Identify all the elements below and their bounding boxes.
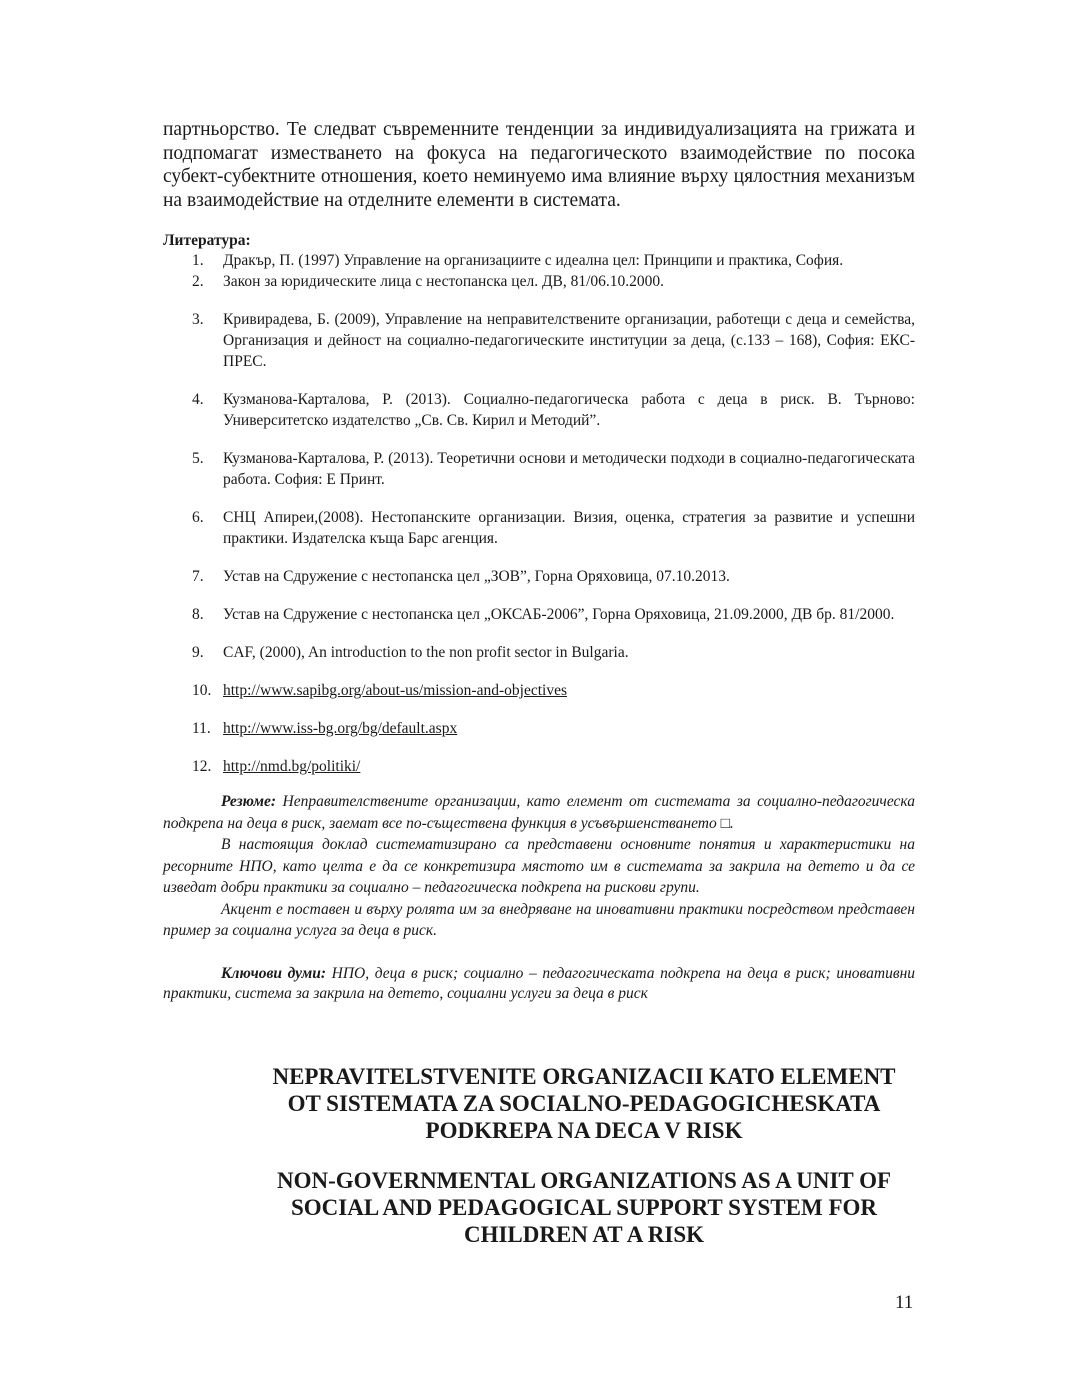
reference-text: Устав на Сдружение с нестопанска цел „ОКСАБ-2006”, Горна Оряховица, 21.09.2000, ДВ бр. 81/2000. bbox=[223, 606, 895, 623]
reference-text: СНЦ Апиреи,(2008). Нестопанските организации. Визия, оценка, стратегия за развитие и успешни практики. Издателска къща Барс агенция. bbox=[223, 509, 915, 547]
abstract-paragraph: В настоящия доклад систематизирано са представени основните понятия и характеристики на ресорните НПО, като целта е да се конкретизира мястото им в системата за закрила на детето и да се изведат добри практики за социално – педагогическа подкрепа на рискови групи. bbox=[163, 836, 915, 896]
keywords-text: НПО, деца в риск; социално – педагогическата подкрепа на деца в риск; иновативни практики, система за закрила на детето, социални услуги за деца в риск bbox=[163, 964, 916, 1002]
references-list bbox=[163, 250, 915, 777]
title-english bbox=[246, 1167, 922, 1248]
reference-text: Кривирадева, Б. (2009), Управление на неправителствените организации, работещи с деца и семейства, Организация и дейност на социално-педагогическите институции за деца, (с.133 – 168), София: ЕКС-ПРЕС. bbox=[223, 311, 915, 370]
reference-number: 5. bbox=[192, 450, 204, 467]
abstract-label: Резюме: bbox=[221, 793, 277, 810]
abstract bbox=[163, 791, 915, 942]
reference-number: 4. bbox=[192, 391, 204, 408]
reference-number: 10. bbox=[192, 682, 212, 699]
reference-item bbox=[163, 250, 915, 271]
title-line: CHILDREN AT A RISK bbox=[463, 1222, 705, 1247]
page-body bbox=[163, 118, 915, 1004]
title-line: NON-GOVERNMENTAL ORGANIZATIONS AS A UNIT OF bbox=[276, 1168, 892, 1193]
reference-number: 9. bbox=[192, 644, 204, 661]
reference-number: 1. bbox=[192, 252, 204, 269]
reference-text: Дракър, П. (1997) Управление на организациите с идеална цел: Принципи и практика, София. bbox=[223, 252, 844, 269]
reference-number: 12. bbox=[192, 758, 212, 775]
reference-number: 7. bbox=[192, 568, 204, 585]
keywords bbox=[163, 964, 915, 1004]
title-line: SOCIAL AND PEDAGOGICAL SUPPORT SYSTEM FOR bbox=[290, 1195, 877, 1220]
reference-number: 11. bbox=[192, 720, 211, 737]
page-number: 11 bbox=[895, 1292, 914, 1313]
reference-number: 8. bbox=[192, 606, 204, 623]
reference-text: Кузманова-Карталова, Р. (2013). Социално-педагогическа работа с деца в риск. В. Търново: Университетско издателство „Св. Св. Кирил и Методий”. bbox=[223, 391, 915, 429]
abstract-paragraph bbox=[163, 791, 915, 834]
reference-link[interactable]: http://www.iss-bg.org/bg/default.aspx bbox=[223, 720, 458, 737]
abstract-paragraph: Акцент е поставен и върху ролята им за внедряване на иновативни практики посредством представен пример за социална услуга за деца в риск. bbox=[163, 900, 915, 939]
reference-number: 2. bbox=[192, 273, 204, 290]
title-line: NEPRAVITELSTVENITE ORGANIZACII KATO ELEMENT bbox=[272, 1064, 896, 1089]
reference-item bbox=[163, 718, 915, 739]
abstract-text: Неправителствените организации, като елемент от системата за социално-педагогическа подкрепа на деца в риск, заемат все по-съществена функция в усъвършенстването □. bbox=[163, 793, 915, 832]
reference-item bbox=[163, 680, 915, 701]
reference-text: Кузманова-Карталова, Р. (2013). Теоретични основи и методически подходи в социално-педагогическата работа. София: Е Принт. bbox=[223, 450, 915, 488]
intro-paragraph: партньорство. Те следват съвременните тенденции за индивидуализацията на грижата и подпомагат изместването на фокуса на педагогическото взаимодействие по посока субект-субектните отношения, което неминуемо има влияние върху цялостния механизъм на взаимодействие на отделните елементи в системата. bbox=[163, 119, 915, 211]
keywords-label: Ключови думи: bbox=[221, 964, 327, 982]
reference-text: Устав на Сдружение с нестопанска цел „ЗОВ”, Горна Оряховица, 07.10.2013. bbox=[223, 568, 730, 585]
reference-item bbox=[163, 271, 915, 292]
reference-item bbox=[163, 604, 915, 625]
references-heading: Литература: bbox=[163, 232, 251, 249]
reference-link[interactable]: http://www.sapibg.org/about-us/mission-and-objectives bbox=[223, 682, 567, 699]
reference-number: 3. bbox=[192, 311, 204, 328]
reference-item bbox=[163, 566, 915, 587]
reference-item bbox=[163, 448, 915, 490]
title-line: PODKREPA NA DECA V RISK bbox=[425, 1118, 743, 1143]
title-transliterated bbox=[246, 1063, 922, 1144]
reference-link[interactable]: http://nmd.bg/politiki/ bbox=[223, 758, 361, 775]
reference-item bbox=[163, 507, 915, 549]
reference-item bbox=[163, 642, 915, 663]
reference-item bbox=[163, 756, 915, 777]
reference-item bbox=[163, 309, 915, 372]
reference-item bbox=[163, 389, 915, 431]
title-line: OT SISTEMATA ZA SOCIALNO-PEDAGOGICHESKATA bbox=[287, 1091, 881, 1116]
reference-text: Закон за юридическите лица с нестопанска цел. ДВ, 81/06.10.2000. bbox=[223, 273, 665, 290]
reference-number: 6. bbox=[192, 509, 204, 526]
reference-text: CAF, (2000), An introduction to the non profit sector in Bulgaria. bbox=[223, 644, 629, 661]
